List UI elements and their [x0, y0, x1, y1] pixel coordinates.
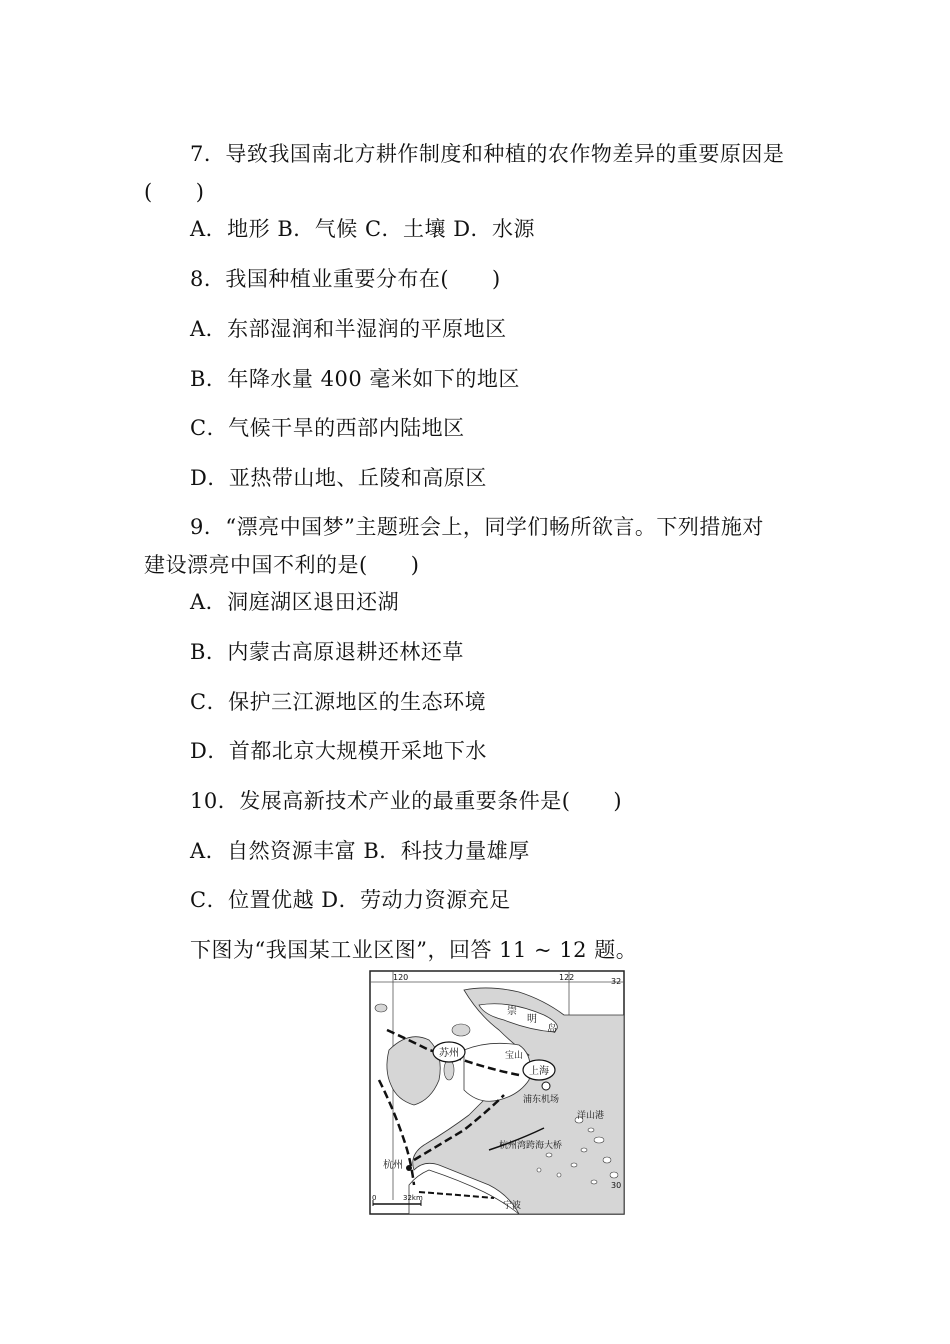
label-chong: 崇 — [507, 1006, 517, 1017]
q10-options-ab: A．自然资源丰富 B．科技力量雄厚 — [190, 839, 530, 863]
label-bridge: 杭州湾跨海大桥 — [499, 1141, 563, 1151]
label-shanghai: 上海 — [529, 1066, 549, 1077]
q8-option-b: B．年降水量 400 毫米如下的地区 — [190, 367, 520, 391]
q10-stem: 10．发展高新技术产业的最重要条件是( ) — [190, 789, 623, 813]
q8-option-a: A．东部湿润和半湿润的平原地区 — [190, 317, 507, 341]
q8-option-d: D．亚热带山地、丘陵和高原区 — [190, 466, 487, 490]
label-dao: 岛 — [547, 1024, 557, 1035]
label-scale-zero: 0 — [372, 1194, 377, 1202]
q9-option-a: A．洞庭湖区退田还湖 — [190, 590, 400, 614]
airport-icon — [542, 1082, 550, 1090]
label-yangshan: 洋山港 — [577, 1111, 605, 1121]
q9-option-c: C．保护三江源地区的生态环境 — [190, 690, 487, 714]
label-lon-122: 122 — [559, 973, 575, 982]
q8-stem: 8．我国种植业重要分布在( ) — [190, 267, 501, 291]
label-ningbo: 宁波 — [503, 1201, 522, 1211]
q7-options: A．地形 B．气候 C．土壤 D．水源 — [190, 217, 536, 241]
q10-options-cd: C．位置优越 D．劳动力资源充足 — [190, 888, 511, 912]
lake-small-2 — [452, 1024, 470, 1036]
label-hangzhou: 杭州 — [383, 1160, 403, 1171]
q7-bracket: ( ) — [144, 180, 205, 204]
label-baoshan: 宝山 — [505, 1051, 524, 1061]
q7-stem: 7．导致我国南北方耕作制度和种植的农作物差异的重要原因是 — [190, 142, 785, 166]
lake-small-1 — [375, 1004, 387, 1012]
q9-stem-line1: 9．“漂亮中国梦”主题班会上，同学们畅所欲言。下列措施对 — [190, 515, 764, 539]
label-pudong-airport: 浦东机场 — [523, 1095, 560, 1105]
q9-option-d: D．首都北京大规模开采地下水 — [190, 739, 487, 763]
label-scale-dist: 32km — [403, 1194, 423, 1202]
q9-stem-line2: 建设漂亮中国不利的是( ) — [144, 553, 420, 577]
hangzhou-marker — [406, 1165, 412, 1171]
q8-option-c: C．气候干旱的西部内陆地区 — [190, 416, 465, 440]
label-lat-32: 32 — [611, 977, 622, 986]
lake-small-3 — [444, 1060, 454, 1080]
label-suzhou: 苏州 — [439, 1048, 459, 1059]
map-intro: 下图为“我国某工业区图”，回答 11 ~ 12 题。 — [190, 938, 638, 962]
label-ming: 明 — [527, 1014, 537, 1025]
industrial-region-map — [369, 970, 625, 1215]
label-lat-30: 30 — [611, 1181, 622, 1190]
label-lon-120: 120 — [393, 973, 409, 982]
q9-option-b: B．内蒙古高原退耕还林还草 — [190, 640, 464, 664]
